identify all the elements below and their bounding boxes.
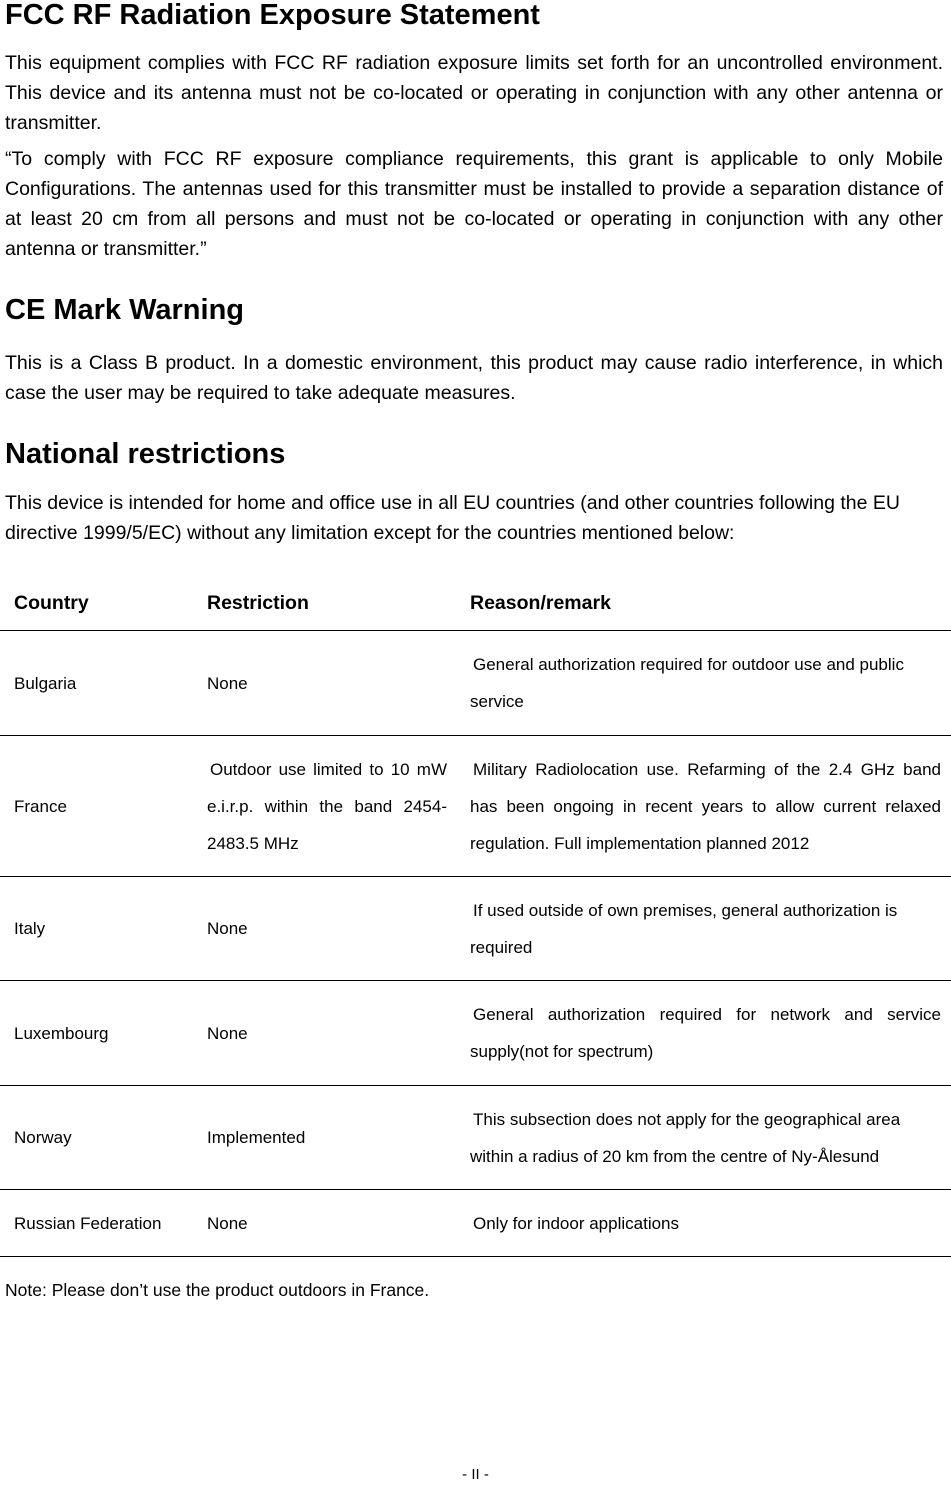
cell-country: Russian Federation xyxy=(0,1190,207,1257)
remark-text: If used outside of own premises, general authorization is required xyxy=(470,900,898,957)
fcc-paragraph-2: “To comply with FCC RF exposure compliance requirements, this grant is applicable to only Mobile Configurations. The antennas used for this transmitter must be installed to provide a separation distance of at least 20 cm from all persons and must not be co-located or operating in conjunction with any other antenna or transmitter.” xyxy=(5,148,943,260)
header-restriction: Restriction xyxy=(207,576,470,631)
note-text: Note: Please don’t use the product outdoors in France. xyxy=(5,1280,430,1300)
remark-text: Military Radiolocation use. Refarming of the 2.4 GHz band has been ongoing in recent years to allow current relaxed regulation. Full implementation planned 2012 xyxy=(470,759,941,853)
remark-text: This subsection does not apply for the geographical area within a radius of 20 km from the centre of Ny-Ålesund xyxy=(470,1109,901,1166)
cell-country: France xyxy=(0,736,207,877)
cell-restriction: Implemented xyxy=(207,1086,470,1190)
cell-remark xyxy=(470,631,951,736)
cell-country: Luxembourg xyxy=(0,981,207,1086)
ce-paragraph: This is a Class B product. In a domestic environment, this product may cause radio interference, in which case the user may be required to take adequate measures. xyxy=(5,352,943,404)
page-number: - II - xyxy=(462,1466,489,1483)
remark-text: Only for indoor applications xyxy=(473,1213,680,1233)
cell-remark xyxy=(470,736,951,877)
table-row xyxy=(0,736,951,877)
cell-country: Italy xyxy=(0,877,207,981)
restrictions-table xyxy=(0,576,951,1257)
cell-restriction: None xyxy=(207,877,470,981)
table-row xyxy=(0,631,951,736)
cell-restriction: None xyxy=(207,1190,470,1257)
cell-remark xyxy=(470,981,951,1086)
fcc-paragraph-1: This equipment complies with FCC RF radiation exposure limits set forth for an uncontrolled environment. This device and its antenna must not be co-located or operating in conjunction with any other antenna or transmitter. xyxy=(5,52,943,134)
table-header-row xyxy=(0,576,951,631)
remark-text: General authorization required for network and service supply(not for spectrum) xyxy=(470,1005,941,1061)
cell-remark xyxy=(470,1086,951,1190)
table-row xyxy=(0,981,951,1086)
ce-heading: CE Mark Warning xyxy=(5,294,245,326)
cell-restriction: None xyxy=(207,981,470,1086)
remark-text: General authorization required for outdoor use and public service xyxy=(470,655,904,711)
restriction-text: Outdoor use limited to 10 mW e.i.r.p. within the band 2454-2483.5 MHz xyxy=(207,759,447,853)
table-row xyxy=(0,1086,951,1190)
table-row xyxy=(0,877,951,981)
fcc-heading: FCC RF Radiation Exposure Statement xyxy=(5,0,540,31)
national-heading: National restrictions xyxy=(5,438,286,470)
national-paragraph: This device is intended for home and office use in all EU countries (and other countries following the EU directive 1999/5/EC) without any limitation except for the countries mentioned below: xyxy=(5,492,900,544)
table-row xyxy=(0,1190,951,1257)
cell-restriction xyxy=(207,736,470,877)
cell-country: Norway xyxy=(0,1086,207,1190)
cell-country: Bulgaria xyxy=(0,631,207,736)
cell-restriction: None xyxy=(207,631,470,736)
header-remark: Reason/remark xyxy=(470,576,951,631)
header-country: Country xyxy=(0,576,207,631)
cell-remark xyxy=(470,877,951,981)
cell-remark xyxy=(470,1190,951,1257)
